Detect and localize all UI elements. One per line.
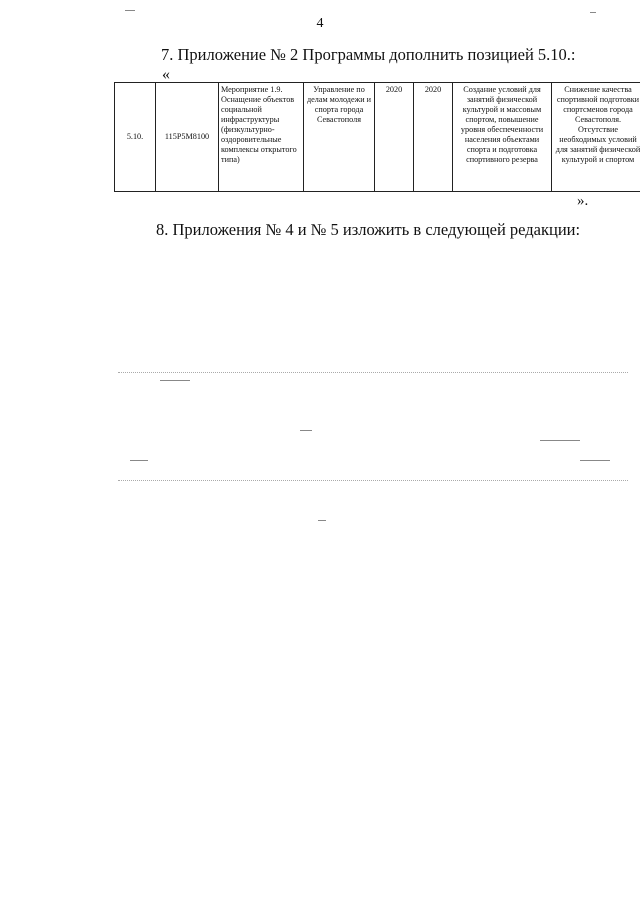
cell-event: Мероприятие 1.9. Оснащение объектов социальной инфраструктуры (физкультурно-оздоровительные комплексы открытого типа) [219, 83, 304, 192]
scan-line [118, 480, 628, 481]
scan-speck [540, 440, 580, 441]
page-number: 4 [316, 16, 324, 31]
cell-number: 5.10. [115, 83, 156, 192]
section-7-heading: 7. Приложение № 2 Программы дополнить позицией 5.10.: [161, 45, 576, 64]
section-8-heading: 8. Приложения № 4 и № 5 изложить в следующей редакции: [156, 220, 581, 239]
scan-speck [160, 380, 190, 381]
cell-year-end: 2020 [414, 83, 453, 192]
scan-line [118, 372, 628, 373]
opening-quote: « [162, 66, 170, 83]
scan-speck [130, 460, 148, 461]
cell-budget-code: 115P5M8100 [156, 83, 219, 192]
scan-speck [300, 430, 312, 431]
closing-quote: ». [577, 193, 589, 209]
cell-goal: Создание условий для занятий физической культурой и массовым спортом, повышение уровня обеспеченности населения объектами спорта и подготовка спортивного резерва [453, 83, 552, 192]
scan-speck [580, 460, 610, 461]
position-5-10-table [114, 82, 640, 192]
table-row [115, 83, 640, 192]
cell-result: Снижение качества спортивной подготовки спортсменов города Севастополя. Отсутствие необходимых условий для занятий физической культурой и спортом [552, 83, 640, 192]
scan-speck [125, 10, 135, 11]
cell-executor: Управление по делам молодежи и спорта города Севастополя [304, 83, 375, 192]
scan-speck [590, 12, 596, 13]
cell-year-start: 2020 [375, 83, 414, 192]
scan-speck [318, 520, 326, 521]
